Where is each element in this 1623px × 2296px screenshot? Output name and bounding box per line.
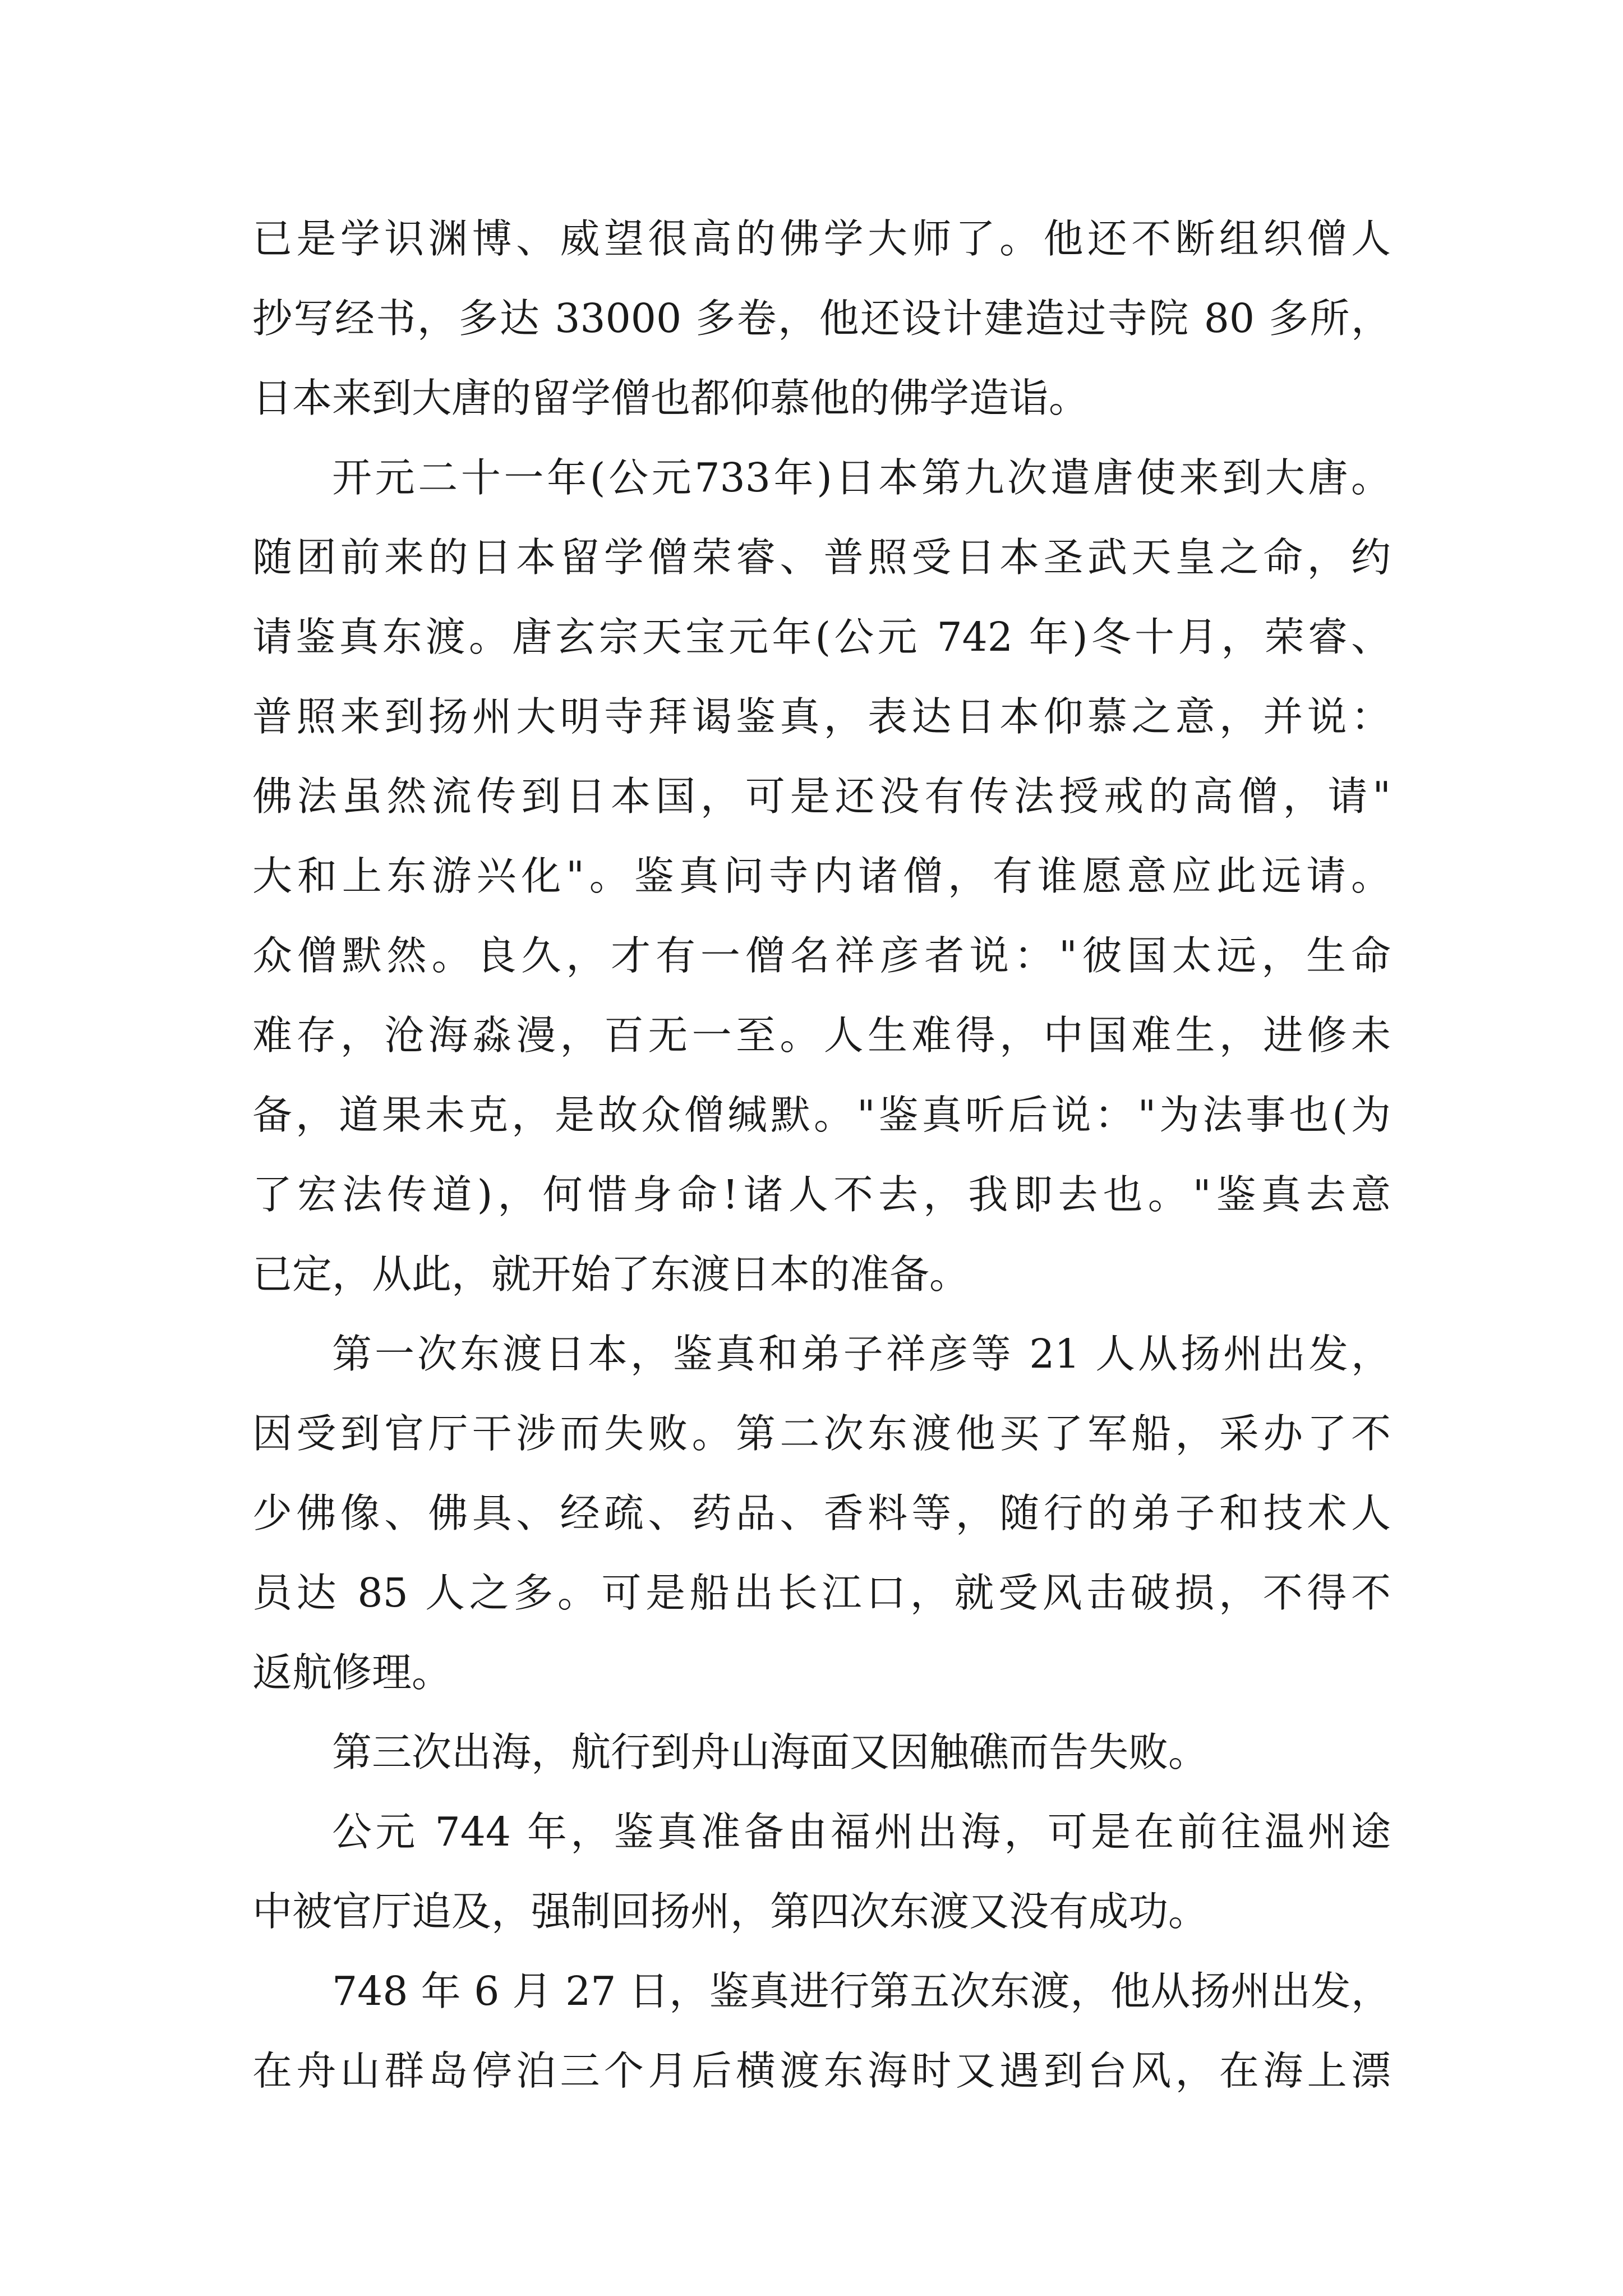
text-line: 因受到官厅干涉而失败。第二次东渡他买了军船，采办了不 <box>252 1410 1391 1457</box>
text-line: 了宏法传道)，何惜身命!诸人不去，我即去也。"鉴真去意 <box>252 1171 1391 1218</box>
text-line: 佛法虽然流传到日本国，可是还没有传法授戒的高僧，请" <box>252 773 1391 820</box>
document-page <box>252 199 1391 2111</box>
text-line: 第三次出海，航行到舟山海面又因触礁而告失败。 <box>332 1729 1209 1775</box>
text-line: 日本来到大唐的留学僧也都仰慕他的佛学造诣。 <box>252 375 1089 421</box>
text-line: 备，道果未克，是故众僧缄默。"鉴真听后说："为法事也(为 <box>252 1092 1391 1138</box>
text-line: 公元 744 年，鉴真准备由福州出海，可是在前往温州途 <box>332 1809 1391 1855</box>
text-line: 随团前来的日本留学僧荣睿、普照受日本圣武天皇之命，约 <box>252 534 1391 581</box>
text-line: 请鉴真东渡。唐玄宗天宝元年(公元 742 年)冬十月，荣睿、 <box>252 614 1391 660</box>
text-line: 已是学识渊博、威望很高的佛学大师了。他还不断组织僧人 <box>252 215 1391 262</box>
text-line: 大和上东游兴化"。鉴真问寺内诸僧，有谁愿意应此远请。 <box>252 853 1391 899</box>
text-line: 普照来到扬州大明寺拜谒鉴真，表达日本仰慕之意，并说： <box>252 693 1391 740</box>
text-line: 少佛像、佛具、经疏、药品、香料等，随行的弟子和技术人 <box>252 1490 1391 1536</box>
text-line: 第一次东渡日本，鉴真和弟子祥彦等 21 人从扬州出发， <box>332 1331 1391 1377</box>
text-line: 已定，从此，就开始了东渡日本的准备。 <box>252 1251 970 1297</box>
text-line: 众僧默然。良久，才有一僧名祥彦者说："彼国太远，生命 <box>252 932 1391 979</box>
text-line: 在舟山群岛停泊三个月后横渡东海时又遇到台风，在海上漂 <box>252 2047 1391 2094</box>
text-line: 返航修理。 <box>252 1649 452 1696</box>
text-line: 难存，沧海淼漫，百无一至。人生难得，中国难生，进修未 <box>252 1012 1391 1059</box>
text-line: 抄写经书，多达 33000 多卷，他还设计建造过寺院 80 多所， <box>252 295 1391 342</box>
text-line: 员达 85 人之多。可是船出长江口，就受风击破损，不得不 <box>252 1570 1391 1616</box>
text-line: 748 年 6 月 27 日，鉴真进行第五次东渡，他从扬州出发， <box>332 1968 1391 2014</box>
text-line: 开元二十一年(公元733年)日本第九次遣唐使来到大唐。 <box>332 454 1391 501</box>
text-line: 中被官厅追及，强制回扬州，第四次东渡又没有成功。 <box>252 1888 1209 1935</box>
